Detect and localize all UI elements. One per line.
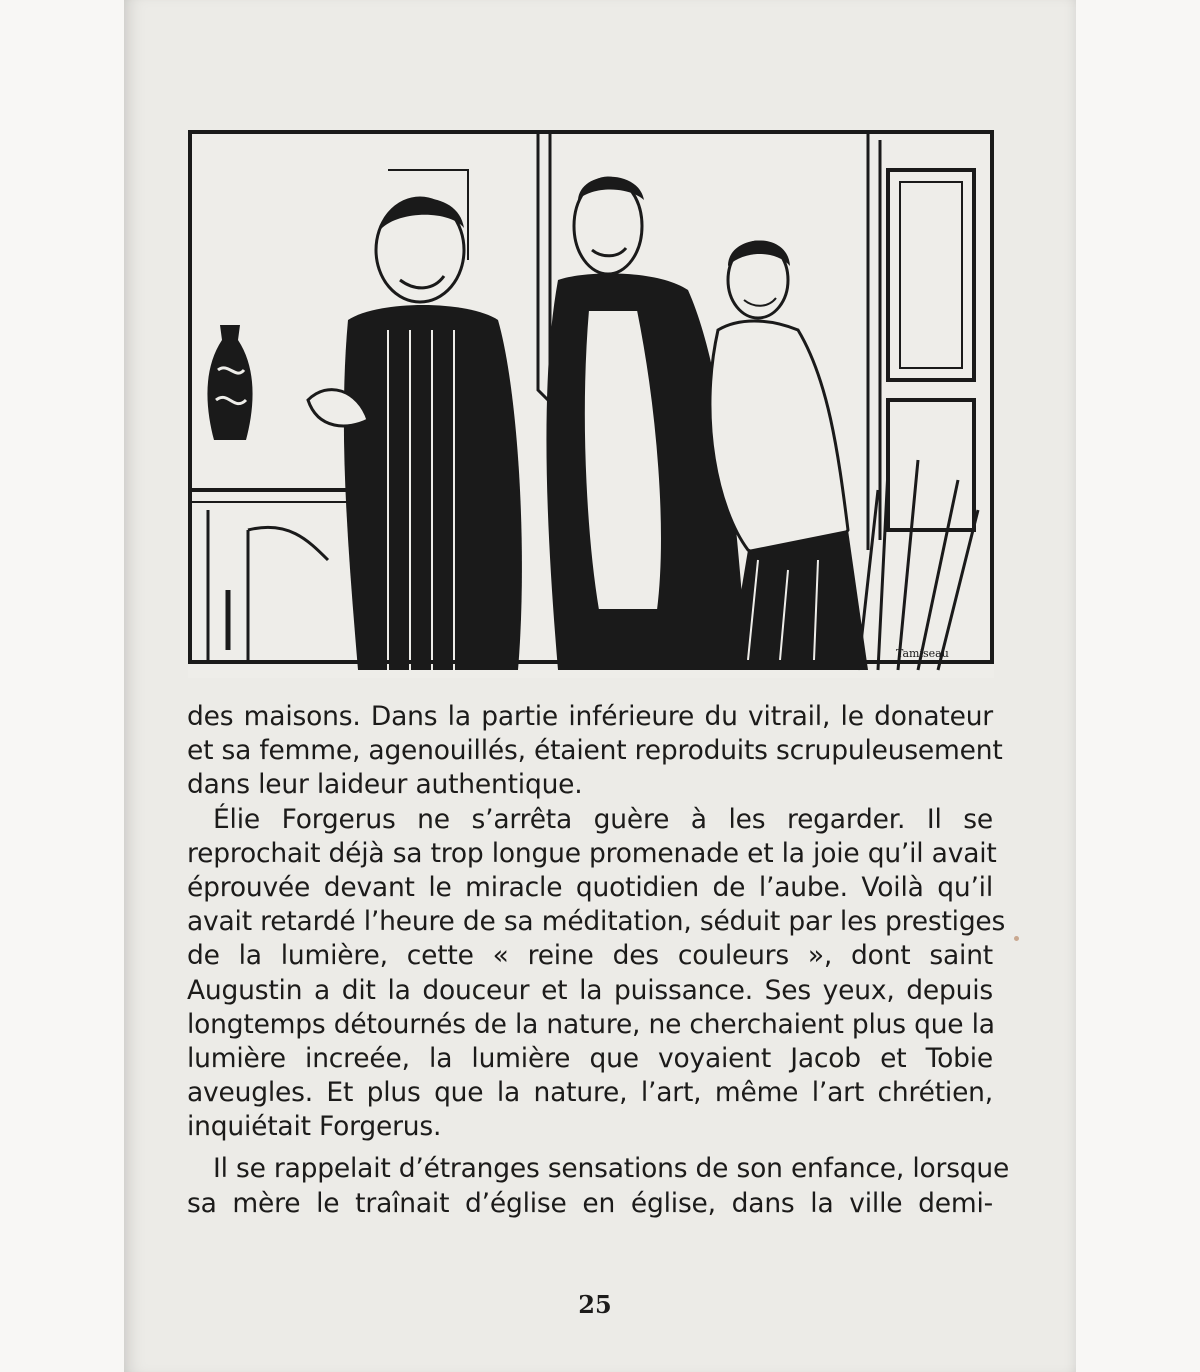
paragraph-1: [187, 700, 1003, 803]
paper-stain: [1014, 936, 1019, 941]
body-text: [187, 700, 1010, 1221]
text-line: et sa femme, agenouillés, étaient reproduits scrupuleusement: [187, 735, 1003, 767]
text-line: inquiétait Forgerus.: [187, 1111, 442, 1143]
text-line: Augustin a dit la douceur et la puissance. Ses yeux, depuis: [187, 974, 993, 1006]
text-line: longtemps détournés de la nature, ne cherchaient plus que la: [187, 1008, 995, 1040]
text-line: sa mère le traînait d’église en église, dans la ville demi-: [187, 1187, 993, 1219]
paragraph-3: [187, 1152, 1010, 1220]
signature: Tamiseau: [896, 647, 949, 660]
text-line: Il se rappelait d’étranges sensations de son enfance, lorsque: [213, 1153, 1010, 1185]
page-number: 25: [578, 1290, 612, 1319]
text-line: dans leur laideur authentique.: [187, 769, 583, 801]
text-line: lumière increée, la lumière que voyaient Jacob et Tobie: [187, 1042, 993, 1074]
text-line: des maisons. Dans la partie inférieure du vitrail, le donateur: [187, 701, 993, 732]
text-line: avait retardé l’heure de sa méditation, séduit par les prestiges: [187, 906, 1006, 938]
text-line: reprochait déjà sa trop longue promenade et la joie qu’il avait: [187, 837, 997, 869]
text-line: de la lumière, cette « reine des couleurs », dont saint: [187, 940, 993, 972]
illustration: [188, 130, 994, 678]
paragraph-gap: [187, 1144, 993, 1152]
ink-drawing: [188, 130, 994, 678]
paragraph-2: [187, 803, 1006, 1145]
text-line: aveugles. Et plus que la nature, l’art, même l’art chrétien,: [187, 1077, 993, 1109]
text-line: éprouvée devant le miracle quotidien de l’aube. Voilà qu’il: [187, 871, 993, 903]
text-line: Élie Forgerus ne s’arrêta guère à les regarder. Il se: [213, 803, 993, 835]
